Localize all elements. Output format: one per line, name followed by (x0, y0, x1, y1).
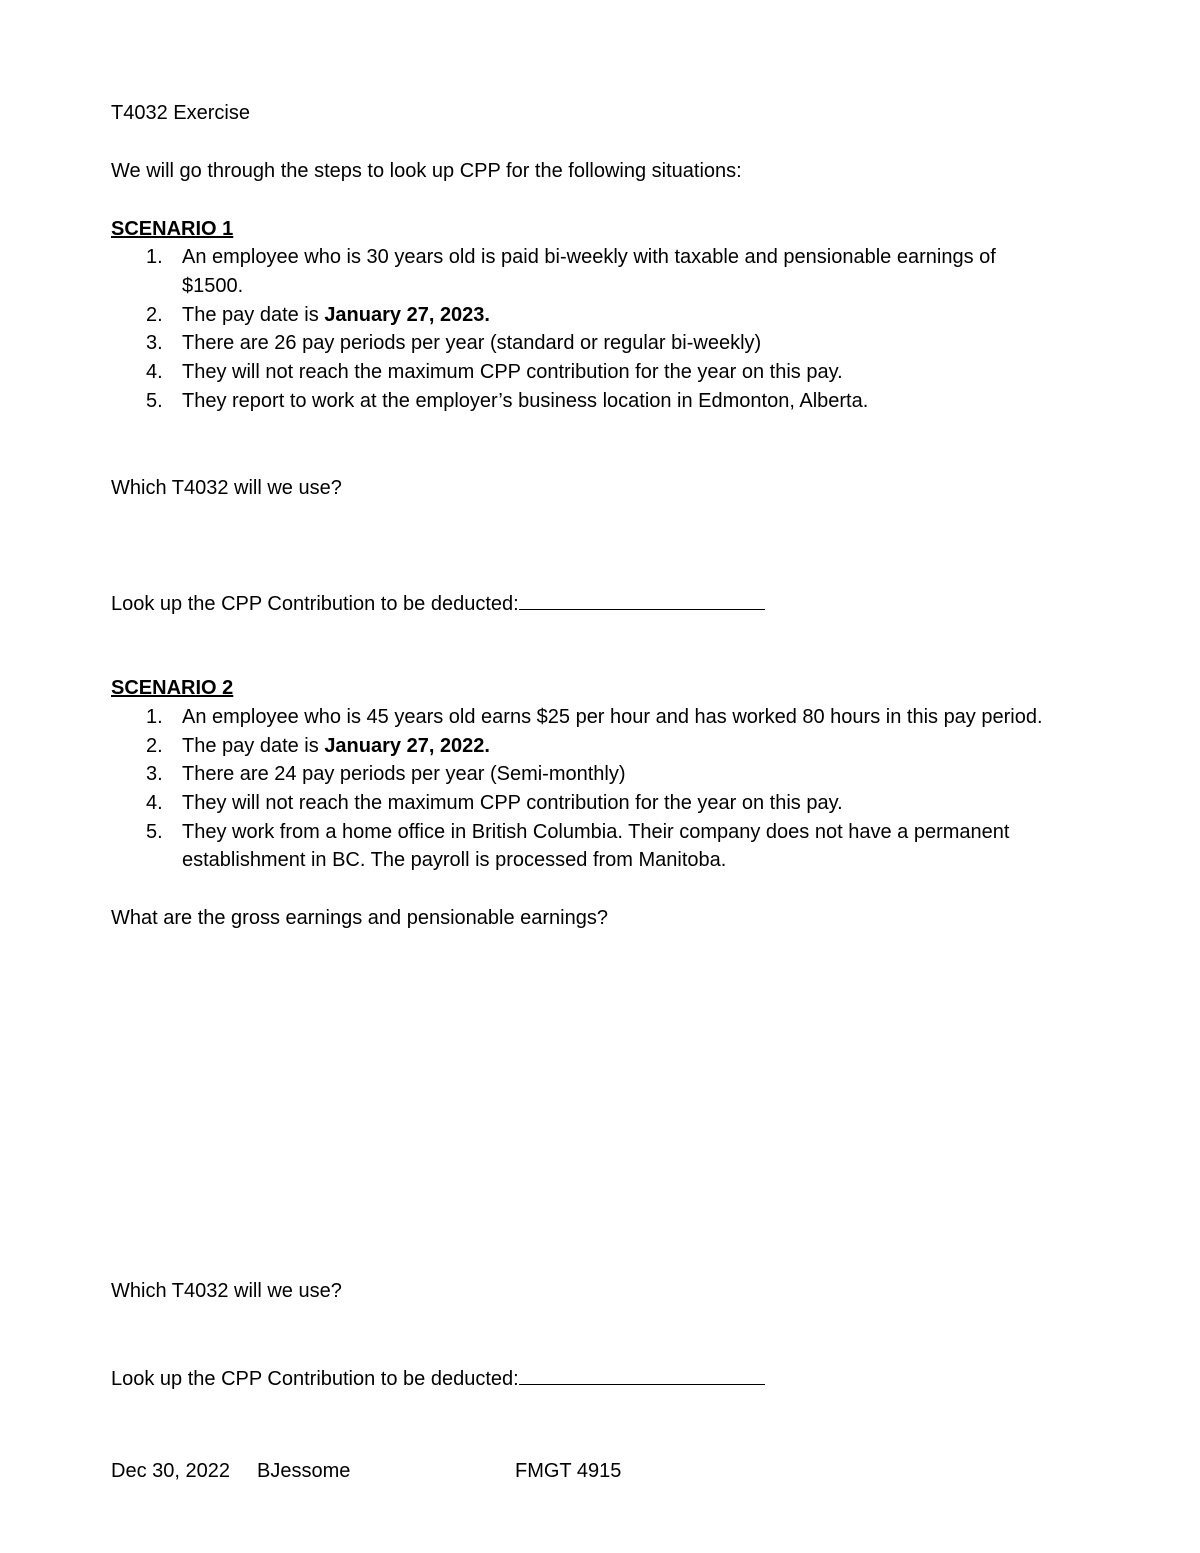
scenario-1-question-t4032: Which T4032 will we use? (111, 477, 342, 499)
scenario-2-question-earnings: What are the gross earnings and pensionable earnings? (111, 907, 608, 929)
item-text: An employee who is 30 years old is paid bi-weekly with taxable and pensionable earnings of (182, 246, 996, 268)
scenario-1-heading: SCENARIO 1 (111, 218, 234, 240)
question-text: Look up the CPP Contribution to be deducted: (111, 1368, 519, 1390)
item-text: They will not reach the maximum CPP contribution for the year on this pay. (182, 792, 843, 814)
item-text: The pay date is (182, 304, 325, 326)
item-number: 5. (146, 390, 163, 412)
scenario-2-question-cpp (111, 1365, 765, 1391)
item-text: They report to work at the employer’s business location in Edmonton, Alberta. (182, 390, 869, 412)
scenario-2-item-5 (146, 820, 1009, 844)
question-text: Look up the CPP Contribution to be deducted: (111, 593, 519, 615)
scenario-1-item-5 (146, 389, 868, 413)
pay-date: January 27, 2023. (324, 304, 490, 326)
scenario-2-heading: SCENARIO 2 (111, 677, 234, 699)
document-title: T4032 Exercise (111, 102, 250, 124)
item-text: An employee who is 45 years old earns $25 per hour and has worked 80 hours in this pay period. (182, 706, 1043, 728)
answer-blank-line (519, 1365, 765, 1385)
item-text: There are 24 pay periods per year (Semi-monthly) (182, 763, 626, 785)
scenario-2-item-2 (146, 734, 490, 758)
scenario-2-item-4 (146, 791, 843, 815)
scenario-1-item-3 (146, 331, 761, 355)
item-number: 4. (146, 792, 163, 814)
scenario-2-question-t4032: Which T4032 will we use? (111, 1280, 342, 1302)
item-number: 1. (146, 246, 163, 268)
item-number: 3. (146, 332, 163, 354)
scenario-1-item-2 (146, 303, 490, 327)
scenario-1-item-1-continued: $1500. (182, 275, 244, 297)
scenario-2-item-1 (146, 705, 1043, 729)
footer-date: Dec 30, 2022 (111, 1460, 230, 1482)
item-text: There are 26 pay periods per year (standard or regular bi-weekly) (182, 332, 762, 354)
answer-blank-line (519, 590, 765, 610)
footer-course: FMGT 4915 (515, 1460, 622, 1482)
item-number: 2. (146, 304, 163, 326)
pay-date: January 27, 2022. (324, 735, 490, 757)
item-number: 2. (146, 735, 163, 757)
item-text: The pay date is (182, 735, 325, 757)
item-number: 1. (146, 706, 163, 728)
item-text: They work from a home office in British Columbia. Their company does not have a permanent (182, 821, 1010, 843)
intro-text: We will go through the steps to look up CPP for the following situations: (111, 160, 742, 182)
scenario-1-question-cpp (111, 590, 765, 616)
scenario-2-item-3 (146, 762, 626, 786)
footer-author: BJessome (257, 1460, 351, 1482)
scenario-1-item-4 (146, 360, 843, 384)
item-text: They will not reach the maximum CPP contribution for the year on this pay. (182, 361, 843, 383)
item-number: 3. (146, 763, 163, 785)
scenario-1-item-1 (146, 245, 996, 269)
item-number: 5. (146, 821, 163, 843)
item-number: 4. (146, 361, 163, 383)
scenario-2-item-5-continued: establishment in BC. The payroll is processed from Manitoba. (182, 849, 727, 871)
